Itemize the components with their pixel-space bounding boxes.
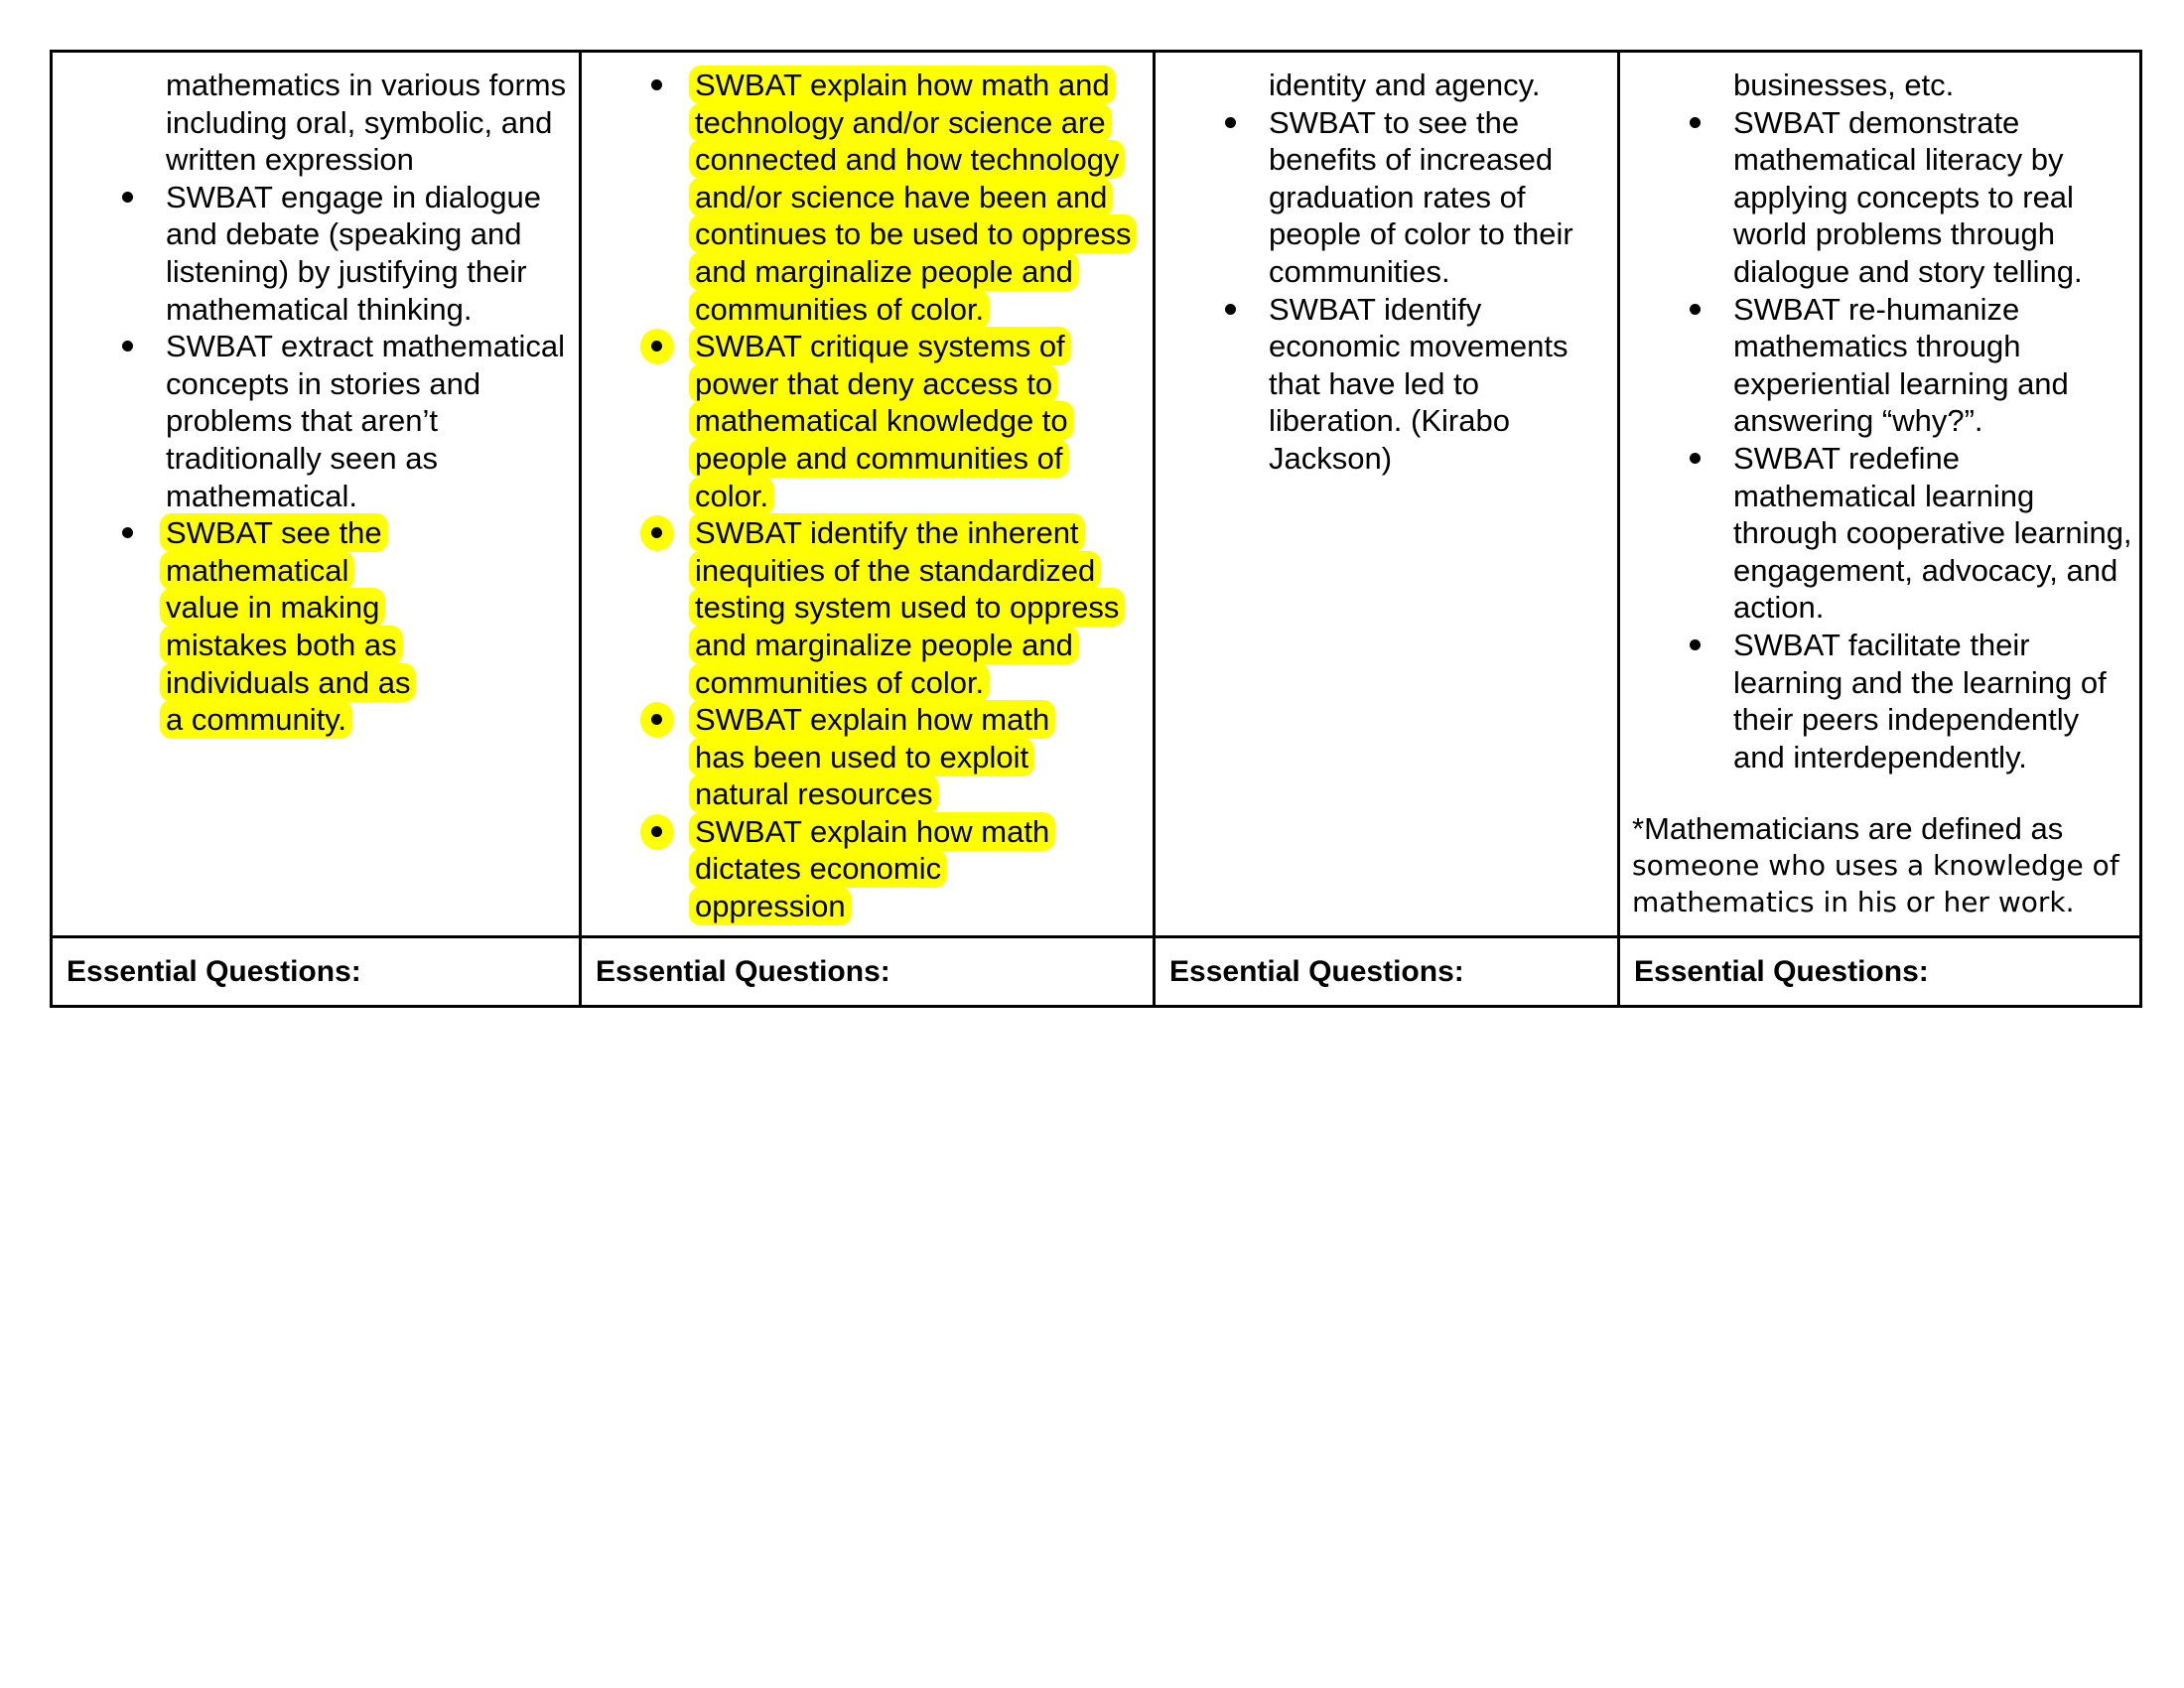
standards-table (50, 50, 2142, 1008)
bullet-icon (638, 514, 675, 552)
objective-item (53, 328, 569, 514)
continuation-line: written expression (166, 142, 414, 178)
bullet-icon (1212, 104, 1249, 142)
essential-questions-cell-3 (1155, 936, 1619, 1006)
objective-item (582, 701, 1139, 813)
bullet-icon (1677, 627, 1713, 664)
objective-text: SWBAT to see the benefits of increased graduation rates of people of color to their communities. (1269, 104, 1573, 289)
highlighted-objective-text: SWBAT identify the inherent inequities of the standardized testing system used to oppress and marginalize people and communities of color. (689, 513, 1125, 701)
objective-item (1156, 291, 1607, 478)
continuation-line: identity and agency. (1269, 68, 1541, 102)
bullet-icon (1677, 440, 1713, 478)
essential-questions-label: Essential Questions: (1169, 954, 1464, 988)
bullet-icon (638, 813, 675, 851)
objective-text: SWBAT facilitate their learning and the learning of their peers independently and interdependently. (1733, 627, 2107, 774)
objectives-cell-1 (52, 52, 581, 937)
objective-list (1620, 104, 2133, 776)
objective-item (582, 514, 1139, 701)
objective-item (582, 813, 1139, 925)
objective-text: SWBAT redefine mathematical learning through cooperative learning, engagement, advocacy, and action. (1733, 440, 2132, 626)
objectives-cell-2 (581, 52, 1155, 937)
highlighted-objective-text: SWBAT critique systems of power that deny access to mathematical knowledge to people and communities of color. (689, 327, 1074, 514)
bullet-icon (638, 328, 675, 365)
objective-text: SWBAT identify economic movements that have led to liberation. (Kirabo Jackson) (1269, 291, 1569, 476)
highlighted-objective-text: SWBAT see the mathematical value in making mistakes both as individuals and as a community. (160, 513, 416, 739)
continuation-text (1156, 67, 1607, 104)
continuation-line: businesses, etc. (1733, 68, 1955, 102)
objective-item (1620, 104, 2133, 291)
continuation-line: including oral, symbolic, and (166, 104, 553, 140)
bullet-icon (1677, 291, 1713, 329)
objective-text: SWBAT extract mathematical concepts in stories and problems that aren’t traditionally seen as mathematical. (166, 329, 565, 513)
essential-questions-label: Essential Questions: (67, 954, 361, 988)
highlighted-objective-text: SWBAT explain how math and technology and/or science are connected and how technology and/or science have been and continues to be used to oppress and marginalize people and communities of color. (689, 66, 1137, 329)
essential-questions-cell-1 (52, 936, 581, 1006)
bullet-icon (638, 67, 675, 104)
objective-item (53, 514, 569, 739)
bullet-icon (638, 701, 675, 739)
objective-list (1156, 104, 1607, 478)
objective-text: SWBAT demonstrate mathematical literacy by applying concepts to real world problems through dialogue and story telling. (1733, 104, 2083, 289)
objectives-row (52, 52, 2141, 937)
objective-item (1620, 440, 2133, 627)
objective-item (582, 67, 1139, 328)
essential-questions-cell-2 (581, 936, 1155, 1006)
continuation-line: mathematics in various forms (166, 68, 567, 102)
mathematician-definition-note (1620, 811, 2133, 920)
essential-questions-label: Essential Questions: (1634, 954, 1929, 988)
objective-item (1620, 627, 2133, 775)
essential-questions-cell-4 (1619, 936, 2141, 1006)
continuation-text (53, 67, 569, 179)
bullet-icon (109, 328, 146, 365)
bullet-icon (1677, 104, 1713, 142)
objective-item (582, 328, 1139, 514)
objectives-cell-4 (1619, 52, 2141, 937)
bullet-icon (109, 514, 146, 552)
objective-item (53, 179, 569, 328)
note-text-line1: *Mathematicians are defined as (1632, 811, 2064, 847)
objective-text: SWBAT engage in dialogue and debate (speaking and listening) by justifying their mathematical thinking. (166, 179, 541, 327)
essential-questions-row (52, 936, 2141, 1006)
continuation-text (1620, 67, 2133, 104)
objective-item (1156, 104, 1607, 291)
bullet-icon (1212, 291, 1249, 329)
objectives-cell-3 (1155, 52, 1619, 937)
bullet-icon (109, 179, 146, 216)
objective-list (582, 67, 1139, 925)
objective-item (1620, 291, 2133, 440)
objective-list (53, 179, 569, 739)
note-text-line2: someone who uses a knowledge of mathematics in his or her work. (1632, 849, 2119, 919)
objective-text: SWBAT re-humanize mathematics through experiential learning and answering “why?”. (1733, 291, 2069, 439)
highlighted-objective-text: SWBAT explain how math has been used to exploit natural resources (689, 700, 1055, 813)
highlighted-objective-text: SWBAT explain how math dictates economic oppression (689, 812, 1055, 925)
essential-questions-label: Essential Questions: (596, 954, 890, 988)
